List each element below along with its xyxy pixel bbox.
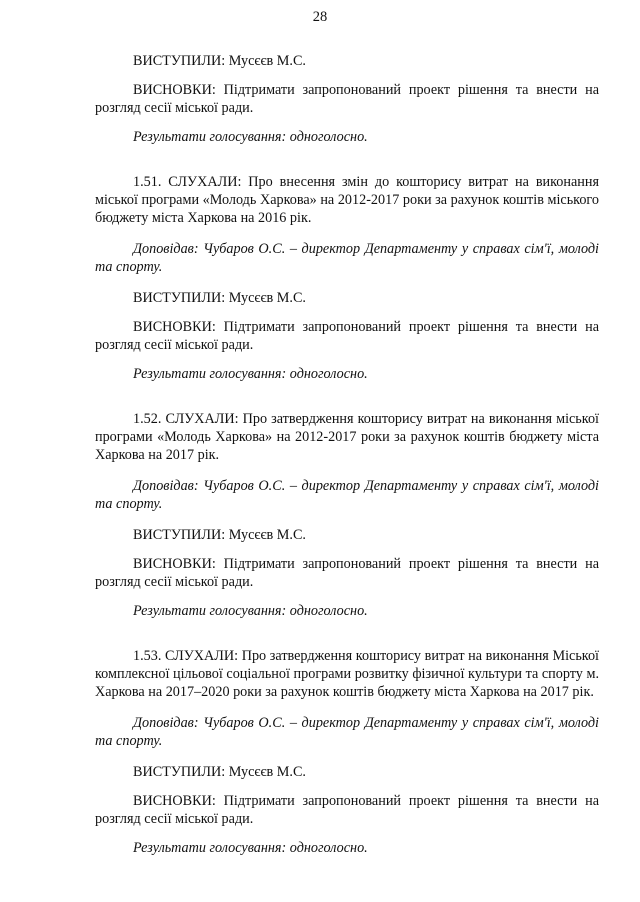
conclusion-paragraph: ВИСНОВКИ: Підтримати запропонований проект рішення та внести на розгляд сесії міської ради. <box>95 82 599 116</box>
page-number: 28 <box>312 9 328 25</box>
agenda-item-1-52 <box>95 410 599 620</box>
conclusion-paragraph: ВИСНОВКИ: Підтримати запропонований проект рішення та внести на розгляд сесії міської ради. <box>95 793 599 827</box>
vote-result: Результати голосування: одноголосно. <box>133 840 368 856</box>
speakers-line: ВИСТУПИЛИ: Мусєєв М.С. <box>133 527 306 543</box>
speakers-line: ВИСТУПИЛИ: Мусєєв М.С. <box>133 764 306 780</box>
reporter-paragraph: Доповідав: Чубаров О.С. – директор Департаменту у справах сім'ї, молоді та спорту. <box>95 241 599 275</box>
conclusion-paragraph: ВИСНОВКИ: Підтримати запропонований проект рішення та внести на розгляд сесії міської ради. <box>95 319 599 353</box>
conclusion-paragraph: ВИСНОВКИ: Підтримати запропонований проект рішення та внести на розгляд сесії міської ради. <box>95 556 599 590</box>
vote-result: Результати голосування: одноголосно. <box>133 603 368 619</box>
agenda-item-1-51 <box>95 173 599 383</box>
heard-paragraph: 1.51. СЛУХАЛИ: Про внесення змін до кошторису витрат на виконання міської програми «Молодь Харкова» на 2012-2017 роки за рахунок коштів міського бюджету міста Харкова на 2016 рік. <box>95 174 599 226</box>
heard-paragraph: 1.53. СЛУХАЛИ: Про затвердження кошторису витрат на виконання Міської комплексної цільової соціальної програми розвитку фізичної культури та спорту м. Харкова на 2017–2020 роки за рахунок коштів бюджету міста Харкова на 2017 рік. <box>95 648 599 700</box>
speakers-line: ВИСТУПИЛИ: Мусєєв М.С. <box>133 290 306 306</box>
heard-paragraph: 1.52. СЛУХАЛИ: Про затвердження кошторису витрат на виконання міської програми «Молодь Харкова» на 2012-2017 роки за рахунок коштів бюджету міста Харкова на 2017 рік. <box>95 411 599 463</box>
agenda-item-1-53 <box>95 647 599 857</box>
document-body <box>95 52 599 857</box>
reporter-paragraph: Доповідав: Чубаров О.С. – директор Департаменту у справах сім'ї, молоді та спорту. <box>95 715 599 749</box>
reporter-paragraph: Доповідав: Чубаров О.С. – директор Департаменту у справах сім'ї, молоді та спорту. <box>95 478 599 512</box>
vote-result: Результати голосування: одноголосно. <box>133 366 368 382</box>
vote-result: Результати голосування: одноголосно. <box>133 129 368 145</box>
speakers-line: ВИСТУПИЛИ: Мусєєв М.С. <box>133 53 306 69</box>
